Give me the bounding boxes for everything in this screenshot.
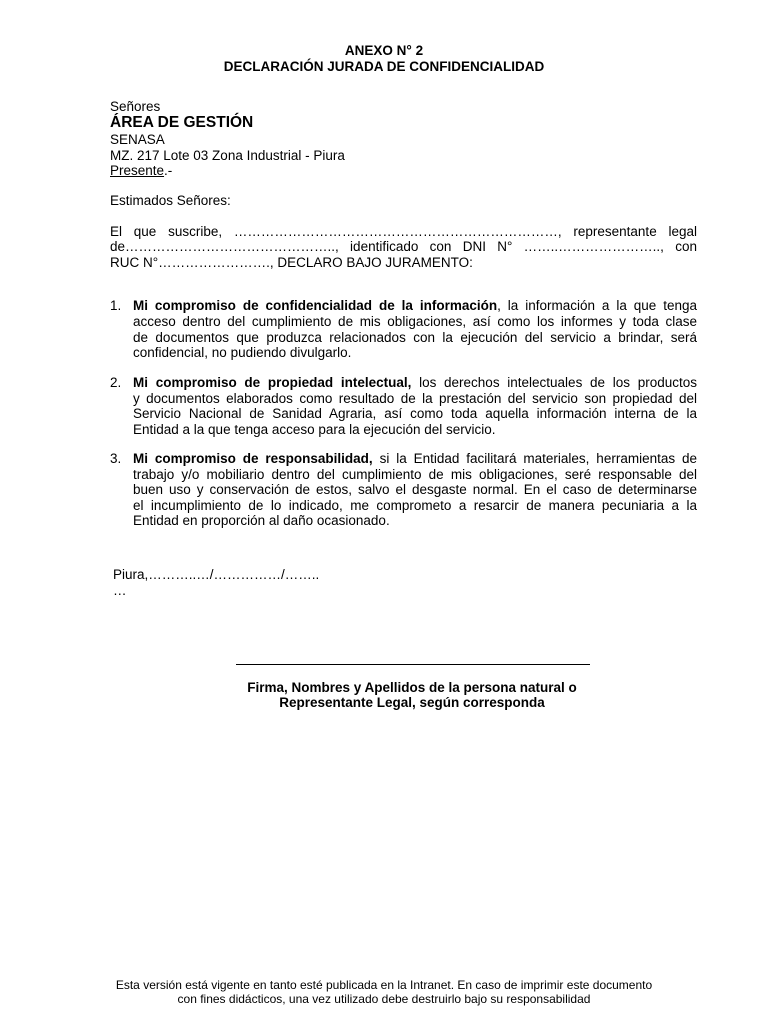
presente-word: Presente — [110, 163, 165, 178]
presente-suffix: .- — [164, 163, 173, 178]
signature-caption-line-1: Firma, Nombres y Apellidos de la persona natural o — [247, 680, 577, 695]
footer-notice-line-2: con fines didácticos, una vez utilizado debe destruirlo bajo su responsabilidad — [177, 992, 591, 1006]
place-date: Piura,………..…/……………/…….. — [113, 567, 320, 582]
declaration-title: DECLARACIÓN JURADA DE CONFIDENCIALIDAD — [223, 59, 545, 74]
item-3-heading: Mi compromiso de responsabilidad, — [133, 451, 373, 466]
item-1-line-2: acceso dentro del cumplimiento de mis obligaciones, así como los informes y toda clase — [133, 314, 697, 329]
item-3-line-3: buen uso y conservación de estos, salvo el desgaste normal. En el caso de determinarse — [133, 482, 697, 497]
item-2-line-3: Servicio Nacional de Sanidad Agraria, así como toda aquella información interna de la — [133, 406, 697, 421]
item-2-heading: Mi compromiso de propiedad intelectual, — [133, 375, 412, 390]
item-2-line-4: Entidad a la que tenga acceso para la ejecución del servicio. — [133, 422, 496, 437]
item-3-line-1-text: si la Entidad facilitará materiales, herramientas de — [372, 451, 697, 466]
salutation-senores: Señores — [110, 99, 161, 114]
recipient-presente — [110, 163, 172, 178]
annex-title: ANEXO N° 2 — [344, 43, 424, 58]
item-3-number: 3. — [110, 451, 122, 466]
item-1-heading: Mi compromiso de confidencialidad de la información — [133, 298, 498, 313]
item-3-line-4: el incumplimiento de lo indicado, me comprometo a resarcir de manera pecuniaria a la — [133, 498, 697, 513]
item-3-line-5: Entidad en proporción al daño ocasionado. — [133, 513, 390, 528]
item-2-line-1-text: los derechos intelectuales de los productos — [411, 375, 697, 390]
item-1-line-1-text: , la información a la que tenga — [497, 298, 697, 313]
item-3-line-2: trabajo y/o mobiliario dentro del cumplimiento de mis obligaciones, seré responsable del — [133, 467, 697, 482]
recipient-area: ÁREA DE GESTIÓN — [110, 114, 254, 131]
item-2-line-2: y documentos elaborados como resultado de la prestación del servicio son propiedad del — [133, 391, 697, 406]
recipient-address: MZ. 217 Lote 03 Zona Industrial - Piura — [110, 148, 345, 163]
item-1-line-1 — [133, 298, 697, 313]
intro-line-1: El que suscribe, ………………………………………………………………, representante legal — [110, 224, 697, 239]
greeting: Estimados Señores: — [110, 193, 231, 208]
item-2-number: 2. — [110, 375, 122, 390]
item-1-line-4: confidencial, no pudiendo divulgarlo. — [133, 345, 352, 360]
item-1-number: 1. — [110, 298, 122, 313]
intro-line-2: de……………………………………….., identificado con DNI N° ……..………………….., con — [110, 239, 697, 254]
item-1-line-3: de documentos que produzca relacionados con la ejecución del servicio a brindar, será — [133, 330, 697, 345]
recipient-org: SENASA — [110, 132, 165, 147]
signature-line — [236, 664, 590, 665]
place-date-continuation: … — [113, 583, 127, 598]
item-2-line-1 — [133, 375, 697, 390]
item-3-line-1 — [133, 451, 697, 466]
footer-notice-line-1: Esta versión está vigente en tanto esté publicada en la Intranet. En caso de imprimir este documento — [115, 978, 653, 992]
signature-caption-line-2: Representante Legal, según corresponda — [279, 695, 545, 710]
intro-line-3: RUC N°……………………., DECLARO BAJO JURAMENTO: — [110, 255, 473, 270]
